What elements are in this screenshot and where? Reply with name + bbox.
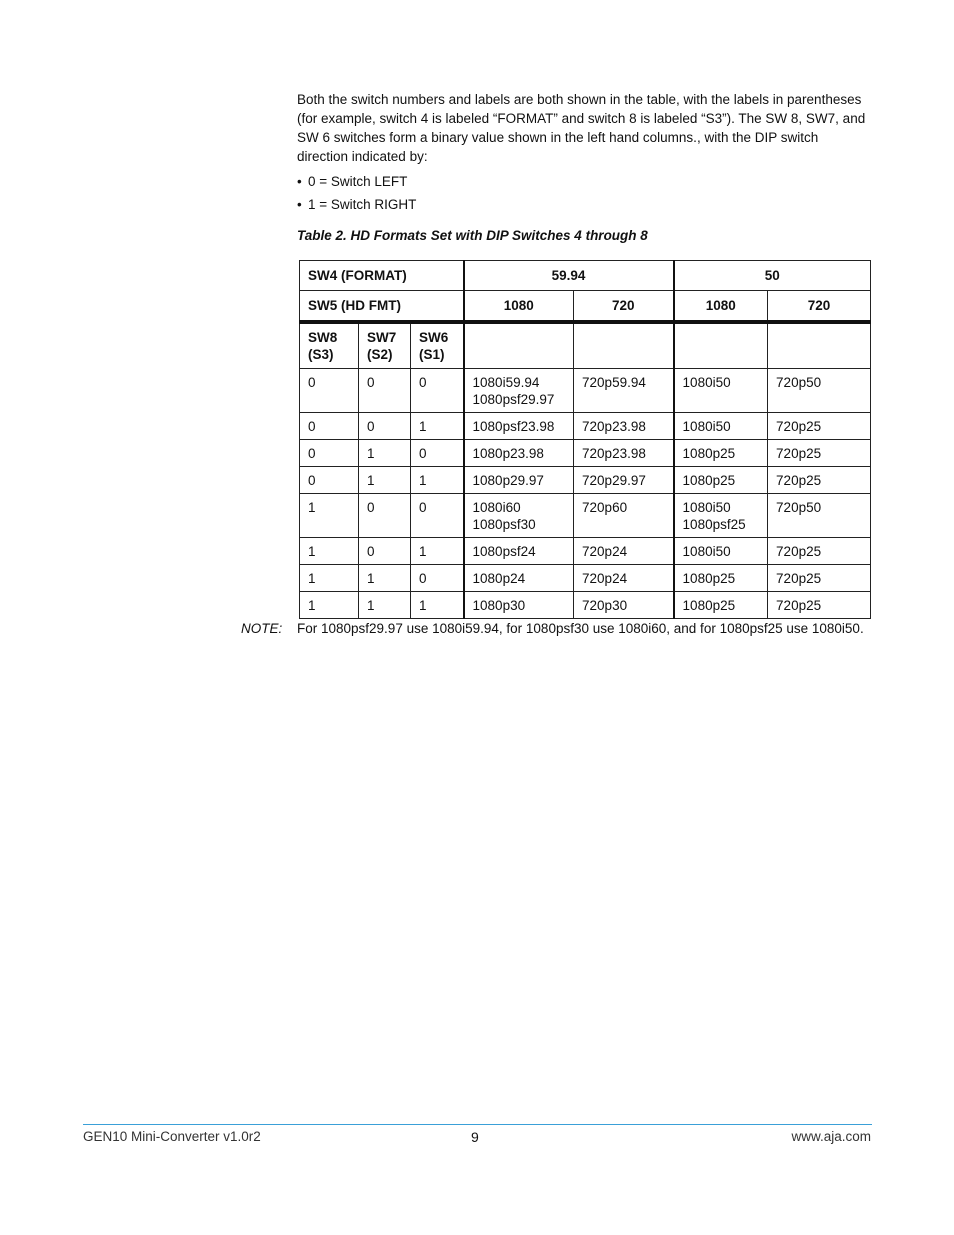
format-cell: 1080p25: [674, 565, 768, 592]
sw6-cell: 1: [411, 538, 464, 565]
sw7-cell: 1: [359, 467, 411, 494]
bullet-icon: •: [297, 174, 302, 189]
sw7-cell: 0: [359, 538, 411, 565]
sw8-cell: 1: [300, 592, 359, 619]
format-cell: 1080i50: [674, 369, 768, 413]
sw8-cell: 0: [300, 413, 359, 440]
sw6-cell: 0: [411, 565, 464, 592]
table-row: [300, 261, 871, 291]
sw6-cell: 0: [411, 369, 464, 413]
list-item: [297, 195, 872, 214]
empty-cell: [574, 322, 674, 369]
format-cell: 720p23.98: [574, 413, 674, 440]
format-cell: 1080p29.97: [464, 467, 574, 494]
table-row: [300, 369, 871, 413]
footer-doc-title: GEN10 Mini-Converter v1.0r2: [83, 1129, 261, 1144]
table-row: [300, 494, 871, 538]
format-cell: 720p30: [574, 592, 674, 619]
format-cell: 1080p23.98: [464, 440, 574, 467]
sw6-header: SW6 (S1): [411, 322, 464, 369]
table-row: [300, 565, 871, 592]
sw6-cell: 0: [411, 440, 464, 467]
sw8-cell: 0: [300, 440, 359, 467]
sw7-cell: 0: [359, 413, 411, 440]
sw6-cell: 1: [411, 592, 464, 619]
format-cell: 720p24: [574, 565, 674, 592]
format-cell: 720p50: [768, 494, 871, 538]
format-cell: 720p25: [768, 440, 871, 467]
table-row: [300, 592, 871, 619]
format-cell: 720p59.94: [574, 369, 674, 413]
body-text-block: [297, 90, 872, 245]
sw7-cell: 0: [359, 369, 411, 413]
sw7-cell: 0: [359, 494, 411, 538]
table-row: [300, 322, 871, 369]
res-1080-50-header: 1080: [674, 291, 768, 323]
note-label: NOTE:: [241, 621, 283, 636]
sw6-cell: 1: [411, 467, 464, 494]
res-720-5994-header: 720: [574, 291, 674, 323]
hd-formats-table: [299, 260, 871, 619]
format-cell: 1080i60 1080psf30: [464, 494, 574, 538]
empty-cell: [674, 322, 768, 369]
format-cell: 1080p25: [674, 592, 768, 619]
res-720-50-header: 720: [768, 291, 871, 323]
note-block: [241, 620, 881, 638]
table-row: [300, 538, 871, 565]
format-cell: 720p25: [768, 565, 871, 592]
sw6-cell: 1: [411, 413, 464, 440]
table-row: [300, 467, 871, 494]
table-row: [300, 413, 871, 440]
sw7-cell: 1: [359, 565, 411, 592]
format-cell: 1080psf24: [464, 538, 574, 565]
sw8-header: SW8 (S3): [300, 322, 359, 369]
sw7-cell: 1: [359, 592, 411, 619]
format-cell: 1080i59.94 1080psf29.97: [464, 369, 574, 413]
format-cell: 1080psf23.98: [464, 413, 574, 440]
table-caption: Table 2. HD Formats Set with DIP Switches 4 through 8: [297, 228, 648, 243]
format-cell: 720p25: [768, 467, 871, 494]
format-cell: 720p23.98: [574, 440, 674, 467]
format-cell: 1080i50 1080psf25: [674, 494, 768, 538]
format-cell: 1080p25: [674, 440, 768, 467]
footer-website: www.aja.com: [791, 1129, 871, 1144]
format-cell: 1080p30: [464, 592, 574, 619]
rate-5994-header: 59.94: [464, 261, 674, 291]
bullet-text: 0 = Switch LEFT: [308, 174, 408, 189]
table-row: [300, 291, 871, 323]
format-cell: 720p24: [574, 538, 674, 565]
list-item: [297, 172, 872, 191]
switch-direction-list: [297, 172, 872, 214]
sw7-header: SW7 (S2): [359, 322, 411, 369]
rate-50-header: 50: [674, 261, 871, 291]
sw6-cell: 0: [411, 494, 464, 538]
sw8-cell: 1: [300, 565, 359, 592]
format-cell: 1080p25: [674, 467, 768, 494]
format-cell: 1080i50: [674, 413, 768, 440]
format-cell: 720p25: [768, 413, 871, 440]
sw4-header: SW4 (FORMAT): [300, 261, 464, 291]
page-number: 9: [471, 1129, 479, 1145]
bullet-text: 1 = Switch RIGHT: [308, 197, 417, 212]
format-cell: 720p25: [768, 538, 871, 565]
bullet-icon: •: [297, 197, 302, 212]
format-cell: 1080i50: [674, 538, 768, 565]
sw5-header: SW5 (HD FMT): [300, 291, 464, 323]
intro-paragraph: Both the switch numbers and labels are both shown in the table, with the labels in parentheses (for example, switch 4 is labeled “FORMAT” and switch 8 is labeled “S3”). The SW 8, SW7, and SW 6 switches form a binary value shown in the left hand columns., with the DIP switch direction indicated by:: [297, 92, 866, 164]
sw8-cell: 0: [300, 369, 359, 413]
sw7-cell: 1: [359, 440, 411, 467]
empty-cell: [464, 322, 574, 369]
note-text: For 1080psf29.97 use 1080i59.94, for 1080psf30 use 1080i60, and for 1080psf25 use 1080i50.: [297, 621, 864, 636]
format-cell: 720p29.97: [574, 467, 674, 494]
res-1080-5994-header: 1080: [464, 291, 574, 323]
table-row: [300, 440, 871, 467]
format-cell: 720p25: [768, 592, 871, 619]
sw8-cell: 1: [300, 494, 359, 538]
format-cell: 720p50: [768, 369, 871, 413]
format-cell: 1080p24: [464, 565, 574, 592]
sw8-cell: 1: [300, 538, 359, 565]
empty-cell: [768, 322, 871, 369]
footer-rule: [83, 1124, 872, 1125]
sw8-cell: 0: [300, 467, 359, 494]
format-cell: 720p60: [574, 494, 674, 538]
